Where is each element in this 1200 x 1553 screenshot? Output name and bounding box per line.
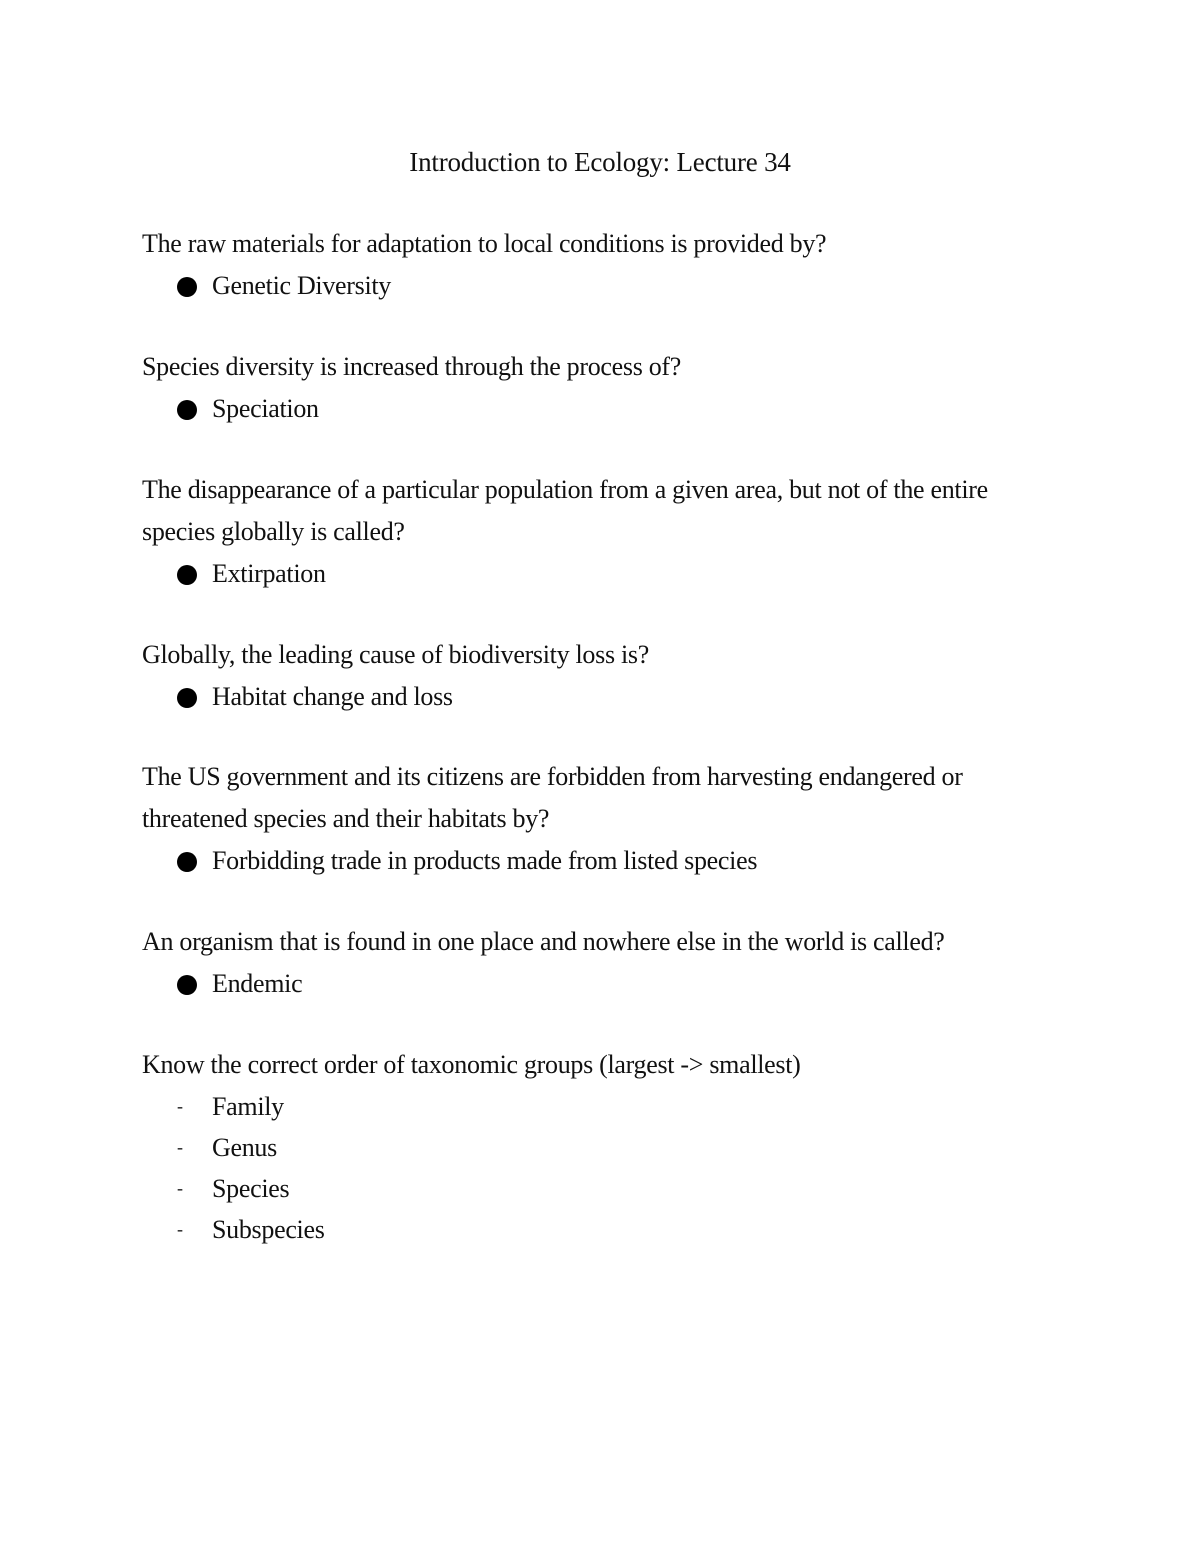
dash-icon: - (177, 1219, 183, 1239)
qa-block-endemic (142, 921, 1042, 1004)
answer-item (142, 963, 1042, 1004)
bullet-icon (177, 400, 197, 420)
page-title: Introduction to Ecology: Lecture 34 (409, 147, 791, 177)
bullet-icon (177, 852, 197, 872)
qa-block-genetic-diversity (142, 223, 1042, 306)
qa-block-extirpation (142, 469, 1042, 594)
qa-block-habitat-loss (142, 634, 1042, 717)
answer-text: Habitat change and loss (212, 682, 453, 711)
taxonomy-item-text: Family (212, 1092, 284, 1121)
answer-text: Endemic (212, 969, 303, 998)
dash-icon: - (177, 1137, 183, 1157)
qa-block-trade-ban (142, 756, 1042, 881)
question-text-line-2: threatened species and their habitats by? (142, 804, 550, 833)
taxonomy-heading: Know the correct order of taxonomic groups (largest -> smallest) (142, 1050, 801, 1079)
dash-icon: - (177, 1178, 183, 1198)
list-item (142, 1086, 1042, 1127)
list-item (142, 1127, 1042, 1168)
bullet-icon (177, 975, 197, 995)
taxonomy-item-text: Subspecies (212, 1215, 325, 1244)
bullet-icon (177, 277, 197, 297)
question-text: Globally, the leading cause of biodiversity loss is? (142, 640, 649, 669)
question-text: Species diversity is increased through the process of? (142, 352, 682, 381)
dash-icon: - (177, 1096, 183, 1116)
bullet-icon (177, 688, 197, 708)
question-text-line-2: species globally is called? (142, 517, 405, 546)
question-text: The raw materials for adaptation to local conditions is provided by? (142, 229, 827, 258)
qa-block-speciation (142, 346, 1042, 429)
answer-item (142, 388, 1042, 429)
answer-item (142, 553, 1042, 594)
answer-text: Extirpation (212, 559, 326, 588)
taxonomy-item-text: Species (212, 1174, 290, 1203)
question-text: An organism that is found in one place and nowhere else in the world is called? (142, 927, 945, 956)
question-text-line-1: The disappearance of a particular population from a given area, but not of the entire (142, 475, 988, 504)
answer-text: Genetic Diversity (212, 271, 392, 300)
answer-text: Forbidding trade in products made from listed species (212, 846, 758, 875)
answer-text: Speciation (212, 394, 319, 423)
question-text-line-1: The US government and its citizens are forbidden from harvesting endangered or (142, 762, 963, 791)
answer-item (142, 265, 1042, 306)
answer-item (142, 676, 1042, 717)
bullet-icon (177, 565, 197, 585)
answer-item (142, 840, 1042, 881)
list-item (142, 1209, 1042, 1250)
taxonomy-section (142, 1044, 1042, 1250)
list-item (142, 1168, 1042, 1209)
taxonomy-item-text: Genus (212, 1133, 277, 1162)
